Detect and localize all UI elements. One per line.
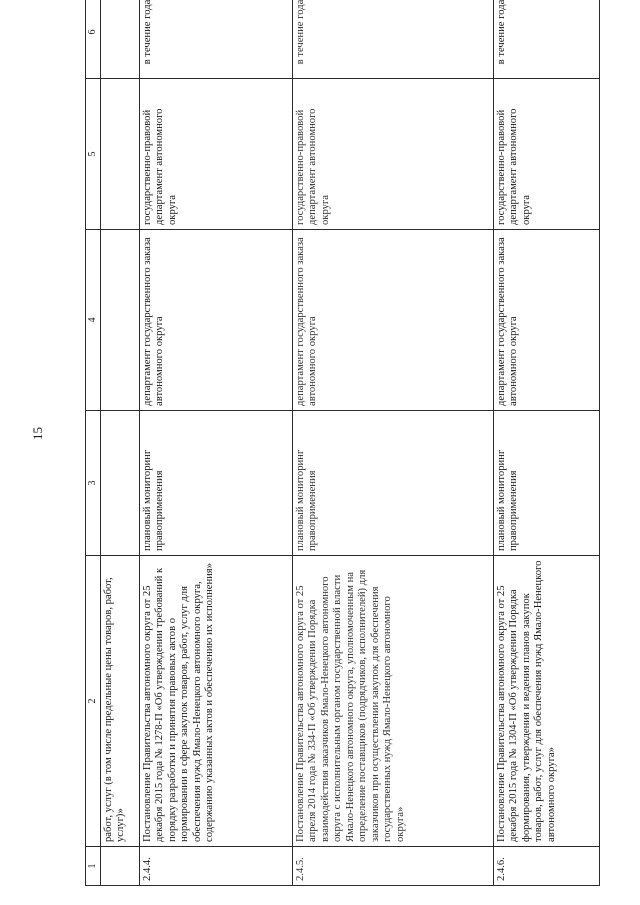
row-deadline: в течение года xyxy=(139,0,292,79)
row-deadline: в течение года xyxy=(493,0,599,79)
continuation-text: работ, услуг (в том числе предельные цены товаров, работ, услуг)» xyxy=(100,556,139,847)
table-row xyxy=(493,0,599,886)
table-header-row xyxy=(86,0,101,886)
cell-empty xyxy=(100,847,139,886)
table-row xyxy=(292,0,493,886)
cell-empty xyxy=(100,0,139,79)
row-deadline: в течение года xyxy=(292,0,493,79)
row-type: плановый мониторинг правоприменения xyxy=(292,411,493,556)
cell-empty xyxy=(100,79,139,230)
row-responsible: департамент государственного заказа автономного округа xyxy=(493,230,599,411)
header-col-3: 3 xyxy=(86,411,101,556)
header-col-1: 1 xyxy=(86,847,101,886)
row-number: 2.4.5. xyxy=(292,847,493,886)
row-type: плановый мониторинг правоприменения xyxy=(493,411,599,556)
monitoring-table-rotated xyxy=(85,0,600,886)
cell-empty xyxy=(100,411,139,556)
cell-empty xyxy=(100,230,139,411)
header-col-6: 6 xyxy=(86,0,101,79)
row-number: 2.4.4. xyxy=(139,847,292,886)
row-responsible: департамент государственного заказа автономного округа xyxy=(139,230,292,411)
row-type: плановый мониторинг правоприменения xyxy=(139,411,292,556)
header-col-5: 5 xyxy=(86,79,101,230)
row-document: Постановление Правительства автономного округа от 25 апреля 2014 года № 334-П «Об утверждении Порядка взаимодействия заказчиков Ямало-Ненецкого автономного округа с исполнительным органом государственной власти Ямало-Ненецкого автономного округа, уполномоченным на определение поставщиков (подрядчиков, исполнителей) для заказчиков при осуществлении закупок для обеспечения государственных нужд Ямало-Ненецкого автономного округа» xyxy=(292,556,493,847)
row-document: Постановление Правительства автономного округа от 25 декабря 2015 года № 1304-П «Об утверждении Порядка формирования, утверждения и ведения планов закупок товаров, работ, услуг для обеспечения нужд Ямало-Ненецкого автономного округа» xyxy=(493,556,599,847)
row-co-executor: государственно-правовой департамент автономного округа xyxy=(139,79,292,230)
row-co-executor: государственно-правовой департамент автономного округа xyxy=(292,79,493,230)
table-row xyxy=(139,0,292,886)
row-responsible: департамент государственного заказа автономного округа xyxy=(292,230,493,411)
header-col-2: 2 xyxy=(86,556,101,847)
monitoring-table xyxy=(85,0,600,886)
row-number: 2.4.6. xyxy=(493,847,599,886)
table-row-continuation xyxy=(100,0,139,886)
row-document: Постановление Правительства автономного округа от 25 декабря 2015 года № 1278-П «Об утверждении требований к порядку разработки и принятия правовых актов о нормировании в сфере закупок товаров, работ, услуг для обеспечения нужд Ямало-Ненецкого автономного округа, содержанию указанных актов и обеспечению их исполнения» xyxy=(139,556,292,847)
row-co-executor: государственно-правовой департамент автономного округа xyxy=(493,79,599,230)
header-col-4: 4 xyxy=(86,230,101,411)
page-number: 15 xyxy=(30,427,45,440)
